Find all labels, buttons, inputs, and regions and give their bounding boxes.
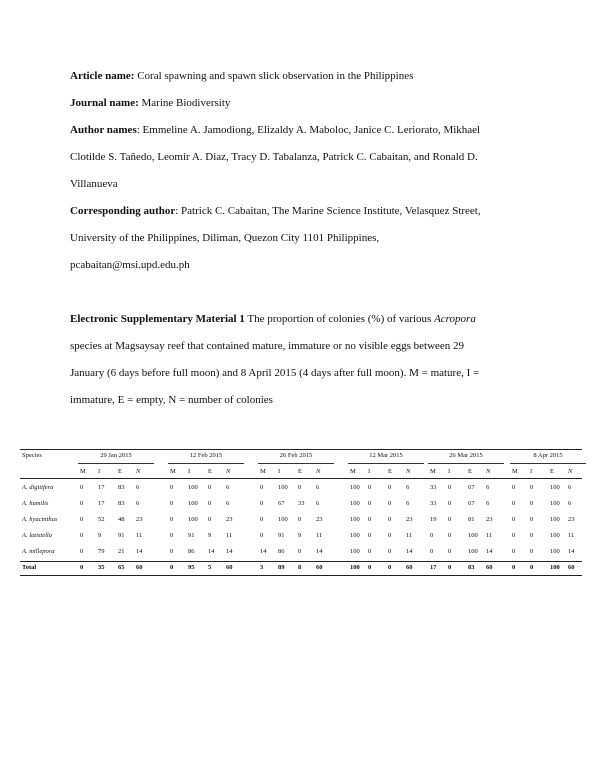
table-cell: 0 <box>298 516 302 523</box>
table-cell: 0 <box>388 516 392 523</box>
row-species: A. digitifera <box>22 484 54 491</box>
table-cell: 100 <box>550 484 560 491</box>
table-cell: 100 <box>350 516 360 523</box>
author-names-line-3: Villanueva <box>70 178 118 190</box>
caption-line-3: January (6 days before full moon) and 8 April 2015 (4 days after full moon). M = mature, I = <box>70 367 480 379</box>
column-header-m: M <box>260 468 266 475</box>
table-cell: 79 <box>98 548 105 555</box>
table-cell: 0 <box>260 532 264 539</box>
author-names-line-2: Clotilde S. Tañedo, Leomir A. Diaz, Tracy D. Tabalanza, Patrick C. Cabaitan, and Ronald D. <box>70 151 478 163</box>
date-underline <box>348 463 424 464</box>
column-header-i: I <box>278 468 281 475</box>
article-name <box>70 63 540 90</box>
table-cell: 0 <box>170 516 174 523</box>
caption-line-2: species at Magsaysay reef that contained mature, immature or no visible eggs between 29 <box>70 340 465 352</box>
table-cell: 0 <box>512 548 516 555</box>
table-cell: 0 <box>80 484 84 491</box>
journal-name <box>70 90 540 117</box>
table-cell: 86 <box>188 548 195 555</box>
table-cell: 0 <box>388 532 392 539</box>
table-cell: 83 <box>118 500 125 507</box>
table-cell: 33 <box>430 500 437 507</box>
total-cell: 0 <box>80 564 84 571</box>
table-cell: 0 <box>530 516 534 523</box>
table-header-rule <box>20 478 582 479</box>
total-cell: 60 <box>226 564 233 571</box>
table-cell: 6 <box>406 484 410 491</box>
table-cell: 0 <box>368 548 372 555</box>
column-header-e: E <box>468 468 472 475</box>
row-species: A. humilis <box>22 500 49 507</box>
column-header-e: E <box>388 468 392 475</box>
table-cell: 0 <box>368 532 372 539</box>
corresponding-author-line-1: : Patrick C. Cabaitan, The Marine Science Institute, Velasquez Street, <box>175 205 481 217</box>
date-underline <box>510 463 586 464</box>
total-cell: 60 <box>316 564 323 571</box>
table-cell: 23 <box>568 516 575 523</box>
date-underline <box>258 463 334 464</box>
column-header-i: I <box>368 468 371 475</box>
table-cell: 100 <box>188 484 198 491</box>
table-cell: 0 <box>368 500 372 507</box>
column-header-n: N <box>316 468 321 475</box>
table-cell: 100 <box>550 548 560 555</box>
author-names-line-1: : Emmeline A. Jamodiong, Elizaldy A. Maboloc, Janice C. Leriorato, Mikhael <box>136 124 481 136</box>
table-cell: 11 <box>136 532 143 539</box>
corresponding-author-label: Corresponding author <box>70 205 176 217</box>
table-cell: 23 <box>136 516 143 523</box>
table-cell: 14 <box>406 548 413 555</box>
total-cell: 35 <box>98 564 105 571</box>
table-cell: 0 <box>298 548 302 555</box>
table-cell: 11 <box>406 532 413 539</box>
date-header: 26 Mar 2015 <box>449 452 483 459</box>
table-cell: 6 <box>406 500 410 507</box>
table-cell: 0 <box>512 516 516 523</box>
table-cell: 23 <box>486 516 493 523</box>
column-header-n: N <box>568 468 573 475</box>
table-cell: 6 <box>316 484 320 491</box>
caption-text: The proportion of colonies (%) of various <box>244 313 435 325</box>
table-cell: 67 <box>278 500 285 507</box>
table-total-rule <box>20 561 582 562</box>
column-header-i: I <box>188 468 191 475</box>
column-header-n: N <box>226 468 231 475</box>
table-cell: 23 <box>406 516 413 523</box>
column-header-e: E <box>550 468 554 475</box>
row-species: A. hyacinthus <box>22 516 58 523</box>
table-cell: 0 <box>368 516 372 523</box>
corresponding-author <box>70 198 540 279</box>
caption-label: Electronic Supplementary Material 1 <box>70 313 245 325</box>
table-cell: 0 <box>80 516 84 523</box>
total-cell: 83 <box>468 564 475 571</box>
table-cell: 6 <box>136 500 140 507</box>
column-header-n: N <box>486 468 491 475</box>
column-header-i: I <box>448 468 451 475</box>
column-header-e: E <box>298 468 302 475</box>
table-cell: 14 <box>486 548 493 555</box>
table-cell: 0 <box>512 532 516 539</box>
table-cell: 67 <box>468 500 475 507</box>
table-cell: 33 <box>430 484 437 491</box>
caption-genus: Acropora <box>434 313 476 325</box>
table-cell: 100 <box>278 516 288 523</box>
table-cell: 0 <box>448 500 452 507</box>
table-cell: 0 <box>170 532 174 539</box>
table-cell: 21 <box>118 548 125 555</box>
table-cell: 23 <box>316 516 323 523</box>
table-cell: 100 <box>350 484 360 491</box>
table-cell: 23 <box>226 516 233 523</box>
table-cell: 81 <box>468 516 475 523</box>
date-underline <box>78 463 154 464</box>
table-cell: 17 <box>98 484 105 491</box>
column-header-i: I <box>530 468 533 475</box>
column-header-e: E <box>118 468 122 475</box>
date-underline <box>168 463 244 464</box>
table-cell: 0 <box>260 516 264 523</box>
table-cell: 14 <box>208 548 215 555</box>
column-header-m: M <box>512 468 518 475</box>
journal-name-label: Journal name: <box>70 97 139 109</box>
table-cell: 0 <box>448 484 452 491</box>
table-cell: 6 <box>226 484 230 491</box>
row-species: A. latistella <box>22 532 52 539</box>
total-cell: 0 <box>448 564 452 571</box>
table-cell: 14 <box>260 548 267 555</box>
table-bottom-rule <box>20 575 582 576</box>
column-header-n: N <box>406 468 411 475</box>
table-cell: 100 <box>350 548 360 555</box>
author-names <box>70 117 540 198</box>
table-cell: 100 <box>188 516 198 523</box>
table-cell: 14 <box>568 548 575 555</box>
table-cell: 17 <box>98 500 105 507</box>
table-cell: 100 <box>550 516 560 523</box>
table-cell: 52 <box>98 516 105 523</box>
table-cell: 48 <box>118 516 125 523</box>
total-cell: 60 <box>486 564 493 571</box>
table-cell: 0 <box>170 484 174 491</box>
caption-line-4: immature, E = empty, N = number of colonies <box>70 394 273 406</box>
date-underline <box>428 463 504 464</box>
table-cell: 14 <box>316 548 323 555</box>
column-header-i: I <box>98 468 101 475</box>
author-names-label: Author names <box>70 124 137 136</box>
total-cell: 17 <box>430 564 437 571</box>
table-cell: 9 <box>208 532 212 539</box>
total-cell: 0 <box>368 564 372 571</box>
table-cell: 0 <box>208 484 212 491</box>
table-cell: 11 <box>226 532 233 539</box>
table-cell: 100 <box>468 548 478 555</box>
total-cell: 65 <box>118 564 125 571</box>
table-cell: 6 <box>486 484 490 491</box>
corresponding-author-line-2: University of the Philippines, Diliman, Quezon City 1101 Philippines, <box>70 232 380 244</box>
total-cell: 100 <box>350 564 360 571</box>
table-caption <box>70 306 540 414</box>
total-cell: 95 <box>188 564 195 571</box>
table-cell: 0 <box>170 548 174 555</box>
table-cell: 91 <box>188 532 195 539</box>
table-cell: 6 <box>316 500 320 507</box>
table-cell: 0 <box>430 532 434 539</box>
total-cell: 0 <box>388 564 392 571</box>
total-cell: 60 <box>568 564 575 571</box>
table-cell: 0 <box>530 548 534 555</box>
table-cell: 0 <box>80 532 84 539</box>
table-cell: 100 <box>278 484 288 491</box>
table-cell: 0 <box>80 548 84 555</box>
date-header: 29 Jan 2015 <box>100 452 132 459</box>
article-name-value: Coral spawning and spawn slick observation in the Philippines <box>134 70 414 82</box>
table-cell: 91 <box>118 532 125 539</box>
corresponding-author-email: pcabaitan@msi.upd.edu.ph <box>70 259 190 271</box>
table-cell: 0 <box>448 516 452 523</box>
total-cell: 60 <box>406 564 413 571</box>
date-header: 26 Feb 2015 <box>279 452 313 459</box>
date-header: 12 Mar 2015 <box>369 452 403 459</box>
table-cell: 6 <box>226 500 230 507</box>
table-cell: 0 <box>298 484 302 491</box>
table-cell: 6 <box>136 484 140 491</box>
total-cell: 60 <box>136 564 143 571</box>
table-cell: 0 <box>448 548 452 555</box>
journal-name-value: Marine Biodiversity <box>138 97 231 109</box>
total-cell: 89 <box>278 564 285 571</box>
table-cell: 0 <box>530 484 534 491</box>
table-cell: 83 <box>118 484 125 491</box>
table-cell: 0 <box>388 500 392 507</box>
table-cell: 86 <box>278 548 285 555</box>
row-species: A. millepora <box>22 548 55 555</box>
total-cell: 8 <box>298 564 302 571</box>
table-cell: 0 <box>208 516 212 523</box>
table-cell: 9 <box>98 532 102 539</box>
table-cell: 0 <box>260 500 264 507</box>
table-cell: 0 <box>530 532 534 539</box>
table-cell: 9 <box>298 532 302 539</box>
table-cell: 0 <box>388 548 392 555</box>
column-header-n: N <box>136 468 141 475</box>
table-cell: 100 <box>550 500 560 507</box>
table-cell: 33 <box>298 500 305 507</box>
total-cell: 0 <box>170 564 174 571</box>
table-cell: 0 <box>430 548 434 555</box>
total-cell: 5 <box>208 564 212 571</box>
table-cell: 100 <box>350 532 360 539</box>
column-header-m: M <box>350 468 356 475</box>
column-header-m: M <box>430 468 436 475</box>
table-cell: 19 <box>430 516 437 523</box>
table-top-rule <box>20 449 582 450</box>
total-cell: 100 <box>550 564 560 571</box>
table-cell: 67 <box>468 484 475 491</box>
article-name-label: Article name: <box>70 70 135 82</box>
table-cell: 0 <box>448 532 452 539</box>
column-header-m: M <box>170 468 176 475</box>
table-cell: 100 <box>468 532 478 539</box>
table-cell: 11 <box>486 532 493 539</box>
table-cell: 0 <box>170 500 174 507</box>
table-cell: 6 <box>486 500 490 507</box>
species-header: Species <box>22 452 42 459</box>
table-cell: 11 <box>316 532 323 539</box>
table-cell: 100 <box>350 500 360 507</box>
table-cell: 100 <box>188 500 198 507</box>
table-cell: 0 <box>208 500 212 507</box>
table-cell: 11 <box>568 532 575 539</box>
table-cell: 0 <box>512 484 516 491</box>
column-header-m: M <box>80 468 86 475</box>
table-cell: 0 <box>512 500 516 507</box>
table-cell: 14 <box>226 548 233 555</box>
table-cell: 14 <box>136 548 143 555</box>
table-cell: 91 <box>278 532 285 539</box>
table-cell: 0 <box>80 500 84 507</box>
date-header: 12 Feb 2015 <box>189 452 223 459</box>
total-label: Total <box>22 564 37 571</box>
table-cell: 0 <box>388 484 392 491</box>
total-cell: 0 <box>530 564 534 571</box>
table-cell: 6 <box>568 500 572 507</box>
total-cell: 0 <box>512 564 516 571</box>
date-header: 8 Apr 2015 <box>533 452 563 459</box>
table-cell: 0 <box>260 484 264 491</box>
table-cell: 6 <box>568 484 572 491</box>
table-cell: 0 <box>368 484 372 491</box>
column-header-e: E <box>208 468 212 475</box>
table-cell: 100 <box>550 532 560 539</box>
total-cell: 3 <box>260 564 264 571</box>
table-cell: 0 <box>530 500 534 507</box>
